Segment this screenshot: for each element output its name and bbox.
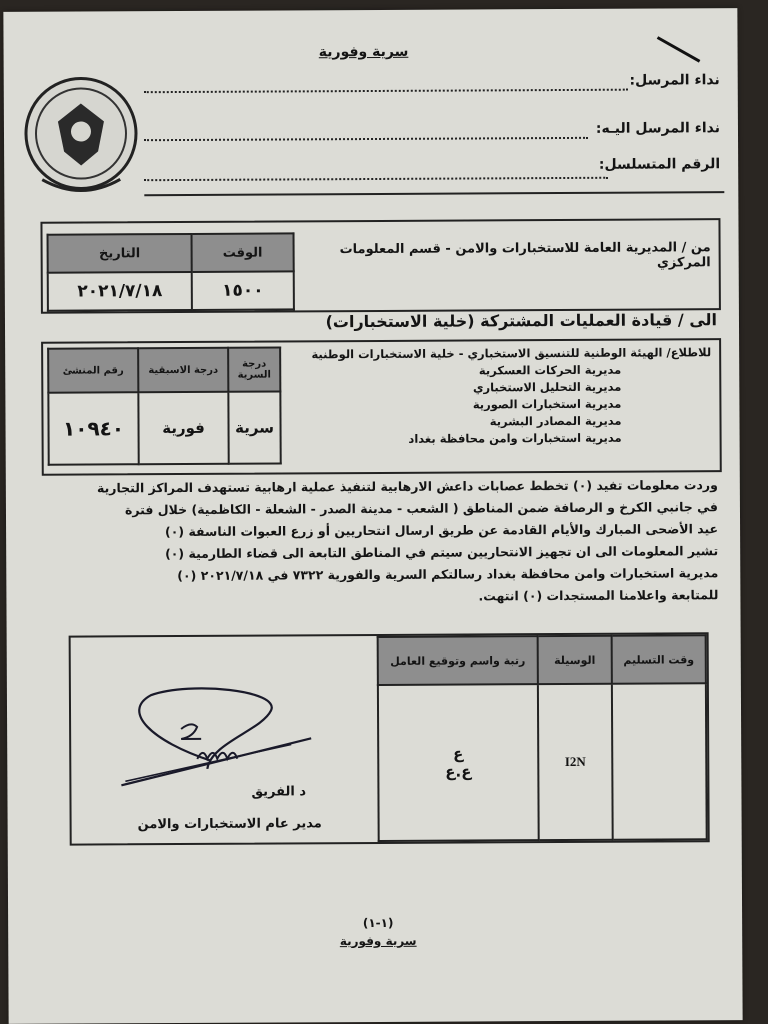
- body-line: عيد الأضحى المبارك والأيام القادمة عن طريق ارسال انتحاريين أو زرع العبوات الناسفة (٠): [164, 521, 719, 540]
- agency-emblem: [22, 73, 141, 206]
- operator-value: [378, 684, 539, 841]
- delivery-time-header: وقت التسليم: [612, 635, 706, 683]
- bottom-section: [69, 632, 710, 845]
- signatory-rank: د الفريق: [251, 784, 307, 800]
- distribution-list: [291, 344, 712, 448]
- recipient-call-line: [144, 137, 588, 141]
- origin-header: رقم المنشئ: [48, 348, 138, 392]
- priority-header: درجة الاسبقية: [138, 348, 228, 392]
- operator-header: رتبة واسم وتوقيع العامل: [378, 636, 538, 685]
- priority-value: فورية: [138, 392, 228, 464]
- distribution-item: مديرية استخبارات وامن محافظة بغداد: [408, 430, 622, 446]
- header-classification: سرية وفورية: [318, 43, 409, 61]
- handwritten-signature: [111, 680, 362, 791]
- serial-label: الرقم المتسلسل:: [598, 156, 721, 173]
- sender-call-label: نداء المرسل:: [629, 72, 720, 89]
- origin-value: ١٠٩٤٠: [48, 392, 138, 464]
- body-line: للمتابعة واعلامنا المستجدات (٠) انتهت.: [478, 587, 719, 604]
- distribution-block: [41, 338, 722, 476]
- serial-line: [144, 177, 608, 181]
- body-line: في جانبي الكرخ و الرصافة ضمن المناطق ( الشعب - مدينة الصدر - الشعلة - الكاظمية) خلال فترة: [124, 499, 718, 518]
- pen-mark: [653, 33, 703, 65]
- distribution-item: مديرية الحركات العسكرية: [478, 362, 622, 378]
- time-value: ١٥٠٠: [192, 271, 294, 310]
- distribution-item: مديرية استخبارات الصورية: [472, 396, 622, 412]
- means-header: الوسيلة: [538, 636, 612, 684]
- time-date-table: [47, 232, 295, 311]
- signatory-title: مدير عام الاستخبارات والامن: [137, 816, 322, 833]
- secrecy-header: درجة السرية: [228, 347, 280, 391]
- classification-table: [47, 346, 282, 465]
- body-line: وردت معلومات تفيد (٠) تخطط عصابات داعش الارهابية لتنفيذ عملية ارهابية تستهدف المراكز التجارية: [96, 477, 718, 496]
- header-rule: [144, 191, 724, 196]
- distribution-item: مديرية المصادر البشرية: [489, 413, 622, 429]
- date-value: ٢٠٢١/٧/١٨: [48, 272, 192, 311]
- date-header: التاريخ: [48, 234, 192, 273]
- time-header: الوقت: [192, 233, 294, 272]
- from-block: [40, 218, 720, 314]
- message-body: [28, 474, 719, 610]
- body-line: تشير المعلومات الى ان تجهيز الانتحاريين سيتم في المناطق التابعة الى قضاء الطارمية (٠): [165, 543, 719, 562]
- operator-initial-1: ع: [453, 744, 464, 763]
- distribution-item: للاطلاع/ الهيئة الوطنية للتنسيق الاستخباري - خلية الاستخبارات الوطنية: [311, 345, 712, 362]
- to-line: الى / قيادة العمليات المشتركة (خلية الاستخبارات): [325, 310, 718, 332]
- distribution-item: مديرية التحليل الاستخباري: [472, 379, 622, 395]
- operator-initial-2: ع.ع: [445, 762, 472, 781]
- means-value: I2N: [538, 684, 613, 840]
- delivery-time-value: [612, 683, 707, 839]
- delivery-table: [377, 634, 708, 842]
- recipient-call-label: نداء المرسل اليـه:: [595, 120, 721, 137]
- sender-call-line: [144, 89, 628, 94]
- secrecy-value: سرية: [228, 391, 280, 463]
- footer-classification: سرية وفورية: [339, 933, 417, 949]
- document-page: [3, 8, 742, 1024]
- body-line: مديرية استخبارات وامن محافظة بغداد رسالتكم السرية والفورية ٧٣٢٢ في ٢٠٢١/٧/١٨ (٠): [177, 565, 719, 584]
- from-text: من / المديرية العامة للاستخبارات والامن - قسم المعلومات المركزي: [339, 240, 711, 271]
- page-number: (١-١): [362, 915, 394, 931]
